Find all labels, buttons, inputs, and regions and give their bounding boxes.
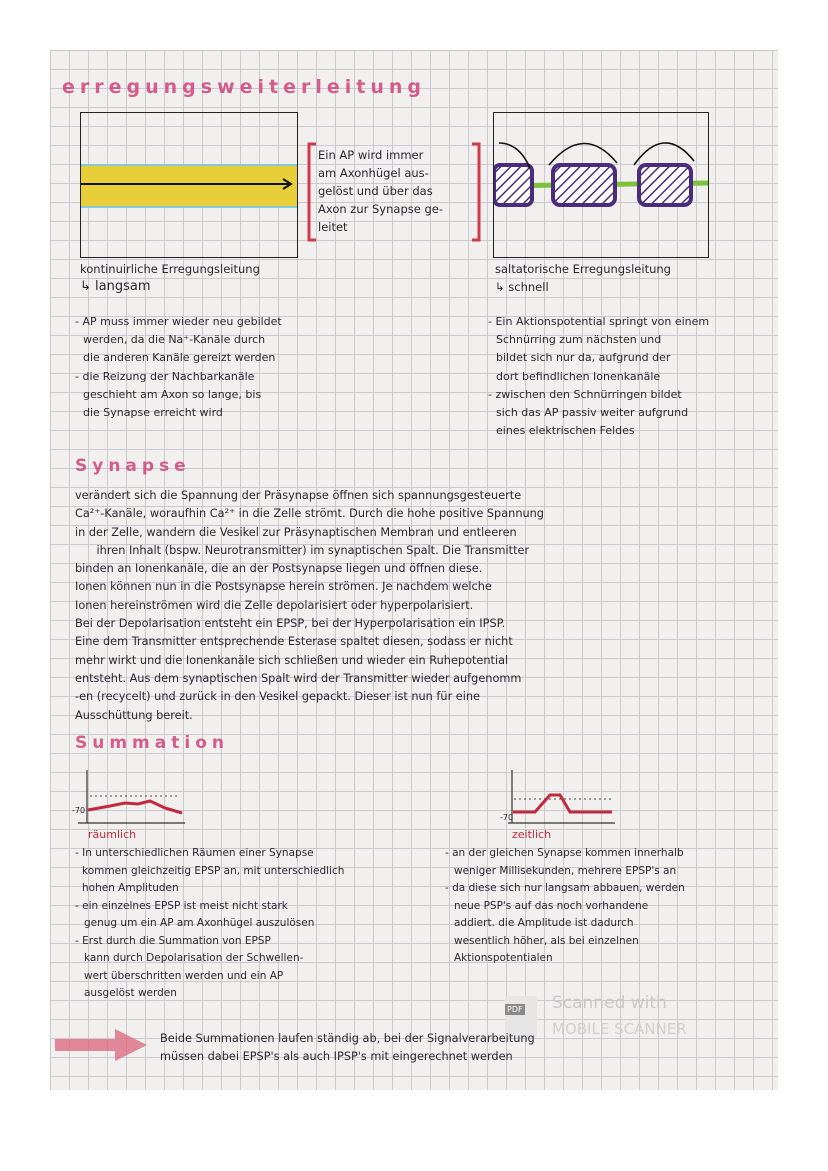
watermark-text: MOBILE SCANNER: [552, 1020, 687, 1038]
spatial-label: räumlich: [88, 828, 137, 841]
continuous-caption: kontinuirliche Erregungsleitung ↳ langsam: [80, 262, 260, 295]
saltatory-conduction-diagram: [493, 112, 709, 258]
continuous-notes: - AP muss immer wieder neu gebildet werden, da die Na⁺-Kanäle durch die anderen Kanäle gereizt werden - die Reizung der Nachbarkanäle geschieht am Axon so lange, bis die Synapse erreicht wird: [75, 315, 282, 420]
synapse-heading: Synapse: [75, 456, 191, 476]
title-heading: erregungsweiterleitung: [62, 76, 427, 98]
bracket-text: Ein AP wird immer am Axonhügel aus- gelöst und über das Axon zur Synapse ge- leitet: [318, 148, 443, 234]
temporal-label: zeitlich: [512, 828, 552, 841]
saltatory-notes: - Ein Aktionspotential springt von einem Schnürring zum nächsten und bildet sich nur da, aufgrund der dort befindlichen Ionenkanäle - zwischen den Schnürringen bildet sich das AP passiv weiter aufgrund eines elektrischen Feldes: [488, 315, 710, 438]
watermark-text: Scanned with: [552, 993, 667, 1013]
continuous-conduction-diagram: [80, 112, 298, 258]
synapse-paragraph: verändert sich die Spannung der Präsynapse öffnen sich spannungsgesteuerte Ca²⁺-Kanäle, woraufhin Ca²⁺ in die Zelle strömt. Durch die hohe positive Spannung in der Zelle, wandern die Vesikel zur Präsynaptischen Membran und entleeren ihren Inhalt (bspw. Neurotransmitter) im synaptischen Spalt. Die Transmitter binden an Ionenkanäle, die an der Postsynapse liegen und öffnen diese. Ionen können nun in die Postsynapse herein strömen. Je nachdem welche Ionen hereinströmen wird die Zelle depolarisiert oder hyperpolarisiert. Bei der Depolarisation entsteht ein EPSP, bei der Hyperpolarisation ein IPSP. Eine dem Transmitter entsprechende Esterase spaltet diesen, sodass er nicht mehr wirkt und die Ionenkanäle sich schließen und wieder ein Ruhepotential entsteht. Aus dem synaptischen Spalt wird der Transmitter wieder aufgenomm -en (recycelt) und zurück in den Vesikel gepackt. Dieser ist nun für eine Ausschüttung bereit.: [75, 489, 544, 722]
summation-heading: Summation: [75, 733, 229, 753]
temporal-notes: - an der gleichen Synapse kommen innerhalb weniger Millisekunden, mehrere EPSP's an - da diese sich nur langsam abbauen, werden neue PSP's auf das noch vorhandene addiert. die Amplitude ist dadurch wesentlich höher, als bei einzelnen Aktionspotentialen: [445, 847, 685, 964]
graph-tick-label: -70: [500, 813, 514, 822]
pdf-badge: PDF: [507, 1005, 523, 1014]
conclusion-text: Beide Summationen laufen ständig ab, bei der Signalverarbeitung müssen dabei EPSP's als auch IPSP's mit eingerechnet werden: [160, 1032, 535, 1063]
arrow-right-icon: [55, 1027, 155, 1063]
arrow-icon: [81, 173, 297, 193]
graph-tick-label: -70: [72, 806, 86, 815]
saltatory-caption: saltatorische Erregungsleitung ↳ schnell: [495, 262, 671, 295]
spatial-notes: - In unterschiedlichen Räumen einer Synapse kommen gleichzeitig EPSP an, mit unterschiedlich hohen Amplituden - ein einzelnes EPSP ist meist nicht stark genug um ein AP am Axonhügel auszulösen - Erst durch die Summation von EPSP kann durch Depolarisation der Schwellen- wert überschritten werden und ein AP ausgelöst werden: [75, 847, 345, 999]
